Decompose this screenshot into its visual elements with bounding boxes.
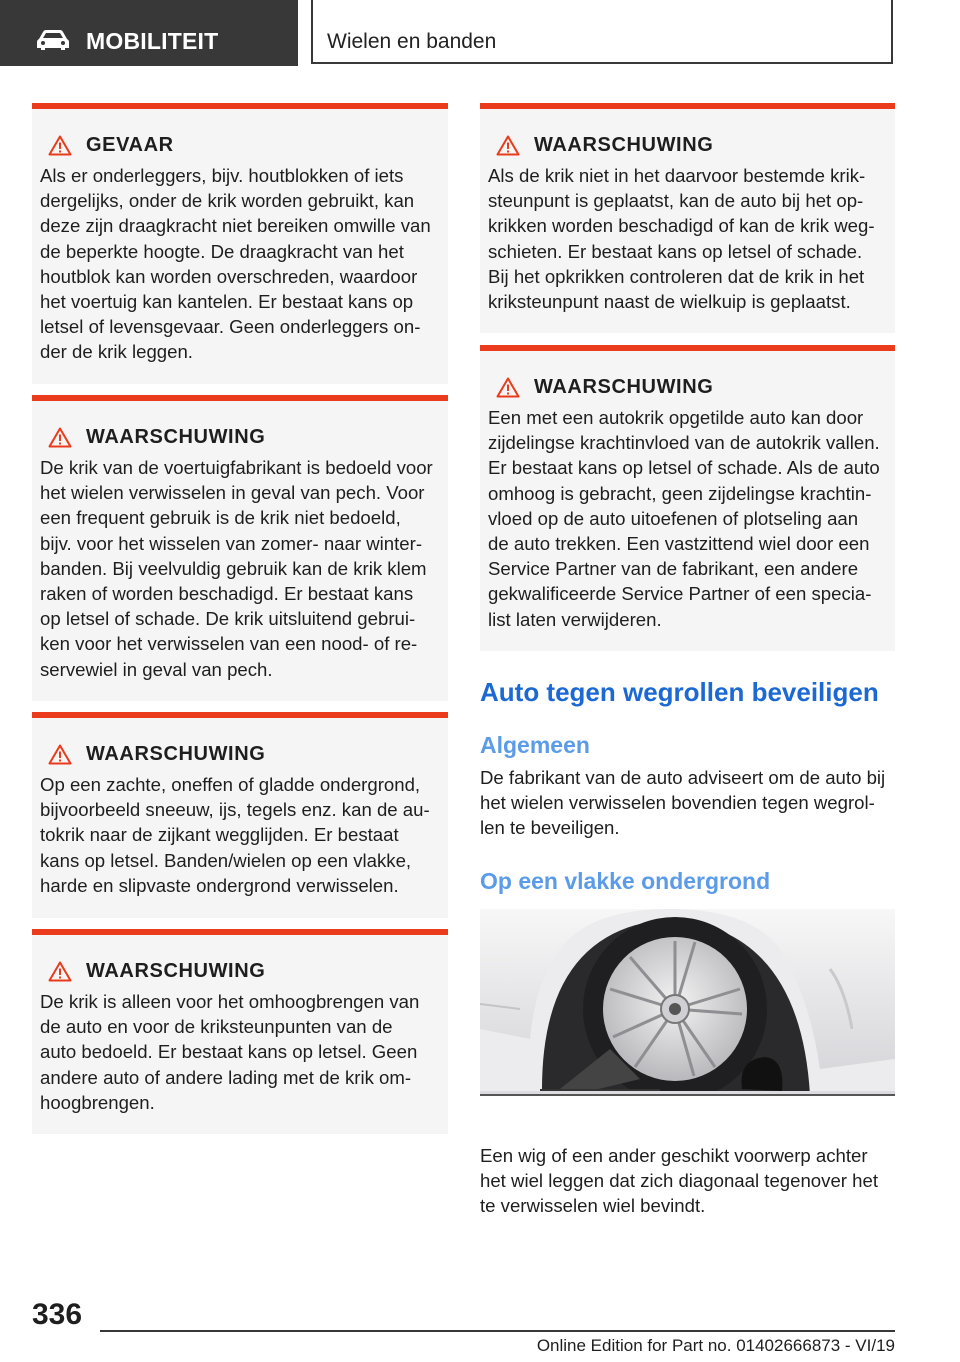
chapter-box [311,0,893,64]
page-number: 336 [32,1298,83,1331]
warning-triangle-icon [48,427,72,448]
warning-triangle-icon [496,377,520,398]
warning-triangle-icon [48,961,72,982]
warning-title: WAARSCHUWING [534,133,714,156]
warning-box [32,712,448,918]
warning-title: WAARSCHUWING [86,425,266,448]
danger-box [32,103,448,384]
figure-rule [480,1094,895,1096]
subheading-flat-ground: Op een vlakke ondergrond [480,868,771,894]
warning-title: WAARSCHUWING [86,742,266,765]
warning-text: Een met een autokrik opgetilde auto kan door zijdelingse krachtinvloed van de autokrik vallen. Er bestaat kans op letsel of schade. Als de auto omhoog is gebracht, geen zijdelingse krachtin- vloed op de auto uitoefenen of plotseling aan de auto trekken. Een vastzittend wiel door een Service Partner van de fabrikant, een andere gekwalificeerde Service Partner of een specia- list laten verwijderen. [488,407,880,630]
warning-box [480,345,895,651]
chapter-title: Wielen en banden [327,30,497,53]
car-icon [36,29,70,51]
section-heading: Auto tegen wegrollen beveiligen [480,677,879,707]
wheel-image [480,909,895,1095]
warning-text: Als er onderleggers, bijv. houtblokken of iets dergelijks, onder de krik worden gebruikt, kan deze zijn draagkracht niet bereiken omwille van de beperkte hoogte. De draagkracht van het houtblok kan worden overschreden, waardoor het voertuig kan kantelen. Er bestaat kans op letsel of levensgevaar. Geen onderleggers on- der de krik leggen. [40,165,431,363]
wheel-wedge-illustration [480,909,895,1095]
warning-text: Op een zachte, oneffen of gladde ondergrond, bijvoorbeeld sneeuw, ijs, tegels enz. kan de au- tokrik naar de zijkant wegglijden. Er bestaat kans op letsel. Banden/wielen op een vlakke, harde en slipvaste ondergrond verwisselen. [40,774,430,896]
warning-triangle-icon [48,744,72,765]
edition-text: Online Edition for Part no. 01402666873 - VI/19 [536,1336,895,1355]
warning-triangle-icon [496,135,520,156]
subheading-general: Algemeen [480,732,590,758]
warning-box [480,103,895,333]
warning-box [32,395,448,701]
warning-text: De krik van de voertuigfabrikant is bedoeld voor het wielen verwisselen in geval van pech. Voor een frequent gebruik is de krik niet bedoeld, bijv. voor het wisselen van zomer- naar winter- banden. Bij veelvuldig gebruik kan de krik klem raken of worden beschadigd. Er bestaat kans op letsel of schade. De krik uitsluitend gebrui- ken voor het verwisselen van een nood- of re- servewiel in geval van pech. [40,457,433,680]
warning-text: De krik is alleen voor het omhoogbrengen van de auto en voor de kriksteunpunten van de auto bedoeld. Er bestaat kans op letsel. Geen andere auto of andere lading met de krik om- hoogbrengen. [40,991,420,1113]
section-tab [0,0,298,66]
caption-text: Een wig of een ander geschikt voorwerp achter het wiel leggen dat zich diagonaal tegenover het te verwisselen wiel bevindt. [480,1145,878,1217]
warning-title: WAARSCHUWING [86,959,266,982]
general-text: De fabrikant van de auto adviseert om de auto bij het wielen verwisselen bovendien tegen wegrol- len te beveiligen. [480,767,886,839]
warning-text: Als de krik niet in het daarvoor bestemde krik- steunpunt is geplaatst, kan de auto bij het op- krikken worden beschadigd of kan de krik weg- schieten. Er bestaat kans op letsel of schade. Bij het opkrikken controleren dat de krik in het kriksteunpunt naast de wielkuip is geplaatst. [488,165,875,313]
warning-box [32,929,448,1134]
warning-triangle-icon [48,135,72,156]
warning-title: GEVAAR [86,133,174,156]
warning-title: WAARSCHUWING [534,375,714,398]
section-title: MOBILITEIT [86,28,219,54]
footer-rule [100,1330,895,1332]
